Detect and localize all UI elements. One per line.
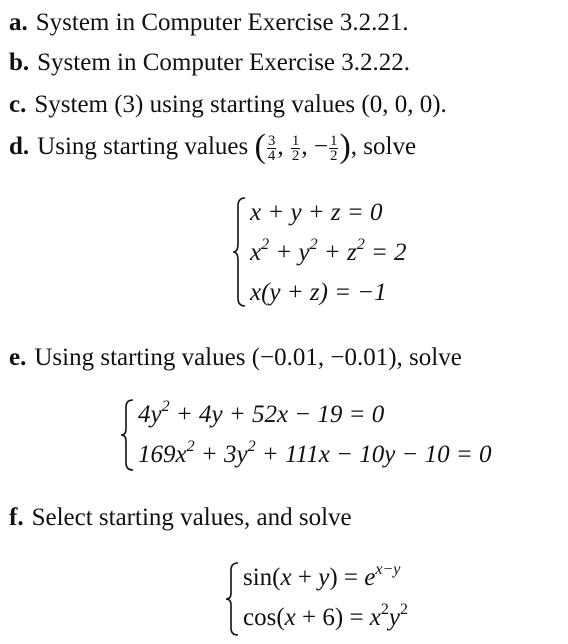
item-b <box>9 48 410 78</box>
open-paren: ( <box>254 128 266 165</box>
item-text: System in Computer Exercise 3.2.21. <box>35 9 409 36</box>
item-text-after: , solve <box>350 133 417 160</box>
left-brace <box>225 561 239 637</box>
minus-sign: − <box>313 133 328 160</box>
left-brace <box>120 398 134 472</box>
item-text: Using starting values (−0.01, −0.01), solve <box>34 344 462 371</box>
item-c <box>9 90 447 120</box>
equation-line: $\sin(x + y) = e^{x-y}$ <box>243 561 401 591</box>
equation-line: $169x^2 + 3y^2 + 111x - 10y - 10 = 0$ <box>138 438 492 468</box>
equation-line: $4y^2 + 4y + 52x - 19 = 0$ <box>138 398 385 428</box>
equation-system-f <box>225 561 475 637</box>
fraction-1: $\frac{3}{4}$ <box>267 132 276 164</box>
item-label: c. <box>9 91 27 118</box>
close-paren: ) <box>339 128 351 165</box>
equation-line: $\cos(x + 6) = x^2y^2$ <box>243 601 409 631</box>
equation-system-e <box>120 398 565 472</box>
item-label: d. <box>9 133 30 160</box>
item-text: Using starting values <box>37 133 249 160</box>
item-e <box>9 343 462 373</box>
equation-line: x(y + z) = −1 <box>250 279 387 306</box>
item-text: Select starting values, and solve <box>31 504 352 531</box>
fraction-2: $\frac{1}{2}$ <box>291 132 300 164</box>
item-f <box>9 503 352 533</box>
item-d: d. Using starting values ( $\frac{3}{4}$ , $\frac{1}{2}$ , − $\frac{1}{2}$ ), solve <box>9 128 417 165</box>
item-text: System (3) using starting values (0, 0, 0). <box>34 91 447 118</box>
item-label: a. <box>9 9 28 36</box>
item-a <box>9 8 409 38</box>
item-label: f. <box>9 504 24 531</box>
item-text: System in Computer Exercise 3.2.22. <box>37 49 411 76</box>
left-brace <box>232 196 246 308</box>
item-label: e. <box>9 344 27 371</box>
fraction-3: $\frac{1}{2}$ <box>329 132 338 164</box>
item-label: b. <box>9 49 30 76</box>
equation-line: $x^2 + y^2 + z^2 = 2$ <box>250 236 407 266</box>
equation-line: x + y + z = 0 <box>250 199 383 226</box>
equation-system-d <box>232 196 472 308</box>
